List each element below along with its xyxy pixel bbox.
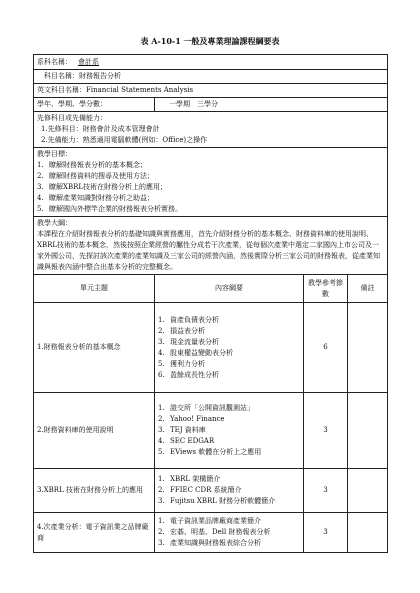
unit-hours: 3	[304, 513, 348, 553]
table-row	[34, 513, 388, 553]
unit-item: 2. Yahoo! Finance	[158, 415, 225, 423]
subject-en-row	[34, 84, 388, 98]
course-outline-table	[33, 54, 388, 553]
subject-cn-row	[34, 70, 388, 84]
unit-topic: 2.財務資料庫的使用說明	[34, 393, 155, 469]
unit-hours: 6	[304, 303, 348, 393]
unit-item: 1. 資產負債表分析	[158, 315, 219, 324]
goal-item	[37, 193, 384, 204]
unit-item: 1. 電子資訊業品牌廠商產業簡介	[158, 517, 261, 525]
unit-topic: 4.次產業分析：電子資訊業之品牌廠商	[34, 513, 155, 553]
goal-item	[37, 204, 384, 215]
table-header-row	[34, 275, 388, 303]
prereq-title: 先修科目或先備能力：	[37, 114, 107, 122]
header-remark: 備註	[348, 275, 388, 303]
document-title: 表 A-10-1 一般及專業理論課程綱要表	[140, 36, 280, 46]
goal-item	[37, 171, 384, 182]
unit-hours: 3	[304, 393, 348, 469]
unit-items	[158, 403, 300, 458]
unit-item: 5. EViews 軟體在分析上之應用	[158, 448, 262, 456]
unit-hours: 3	[304, 469, 348, 513]
outline-text: 本課程在介紹財務報表分析的基礎知識與實務應用，首先介紹財務分析的基本概念、財務資料庫的使用說明、XBRL技術的基本概念，然後按照企業經營的屬性分成若干次產業，從每個次產業中選定二家國內上市公司及一家外國公司，先探討該次產業的產業知識及三家公司的經營內涵，然後實際分析三家公司的財務報表，從產業知識與報表內涵中整合出基本分析的完整概念。	[37, 230, 380, 271]
table-row	[34, 393, 388, 469]
outline-title: 教學大綱：	[37, 219, 72, 227]
subject-cn-label: 科目名稱：	[44, 72, 79, 80]
subject-en-value: Financial Statements Analysis	[86, 86, 194, 94]
unit-item: 3. Fujitsu XBRL 財務分析軟體簡介	[158, 497, 276, 505]
unit-items	[158, 315, 300, 381]
goal-text: 瞭解國內外標竿企業的財務報表分析實務。	[49, 205, 182, 213]
goals-row	[34, 148, 388, 217]
unit-remark	[348, 513, 388, 553]
unit-remark	[348, 303, 388, 393]
unit-topic: 1.財務報表分析的基本概念	[34, 303, 155, 393]
table-row	[34, 303, 388, 393]
unit-item: 6. 盈餘成長性分析	[158, 370, 219, 379]
unit-item: 1. XBRL 架構簡介	[158, 475, 221, 483]
dept-row	[34, 55, 388, 70]
goal-text: 瞭解財務報表分析的基本概念；	[49, 161, 147, 169]
header-hours: 教學參考節數	[304, 275, 348, 303]
unit-item: 2. 宏碁、明基、Dell 財務報表分析	[158, 528, 271, 536]
prereq-row	[34, 112, 388, 148]
goal-text: 瞭解產業知識對財務分析之助益；	[49, 194, 154, 202]
unit-item: 3. 現金流量表分析	[158, 337, 219, 346]
goal-text: 瞭解XBRL技術在財務分析上的應用；	[49, 183, 168, 191]
prereq-item: 2.先備能力：熟悉通用電腦軟體(例如：Office)之操作	[41, 136, 208, 144]
goal-number: 2.	[37, 172, 44, 180]
header-unit: 單元主題	[34, 275, 155, 303]
goal-number: 3.	[37, 183, 44, 191]
unit-item: 5. 獲利力分析	[158, 359, 205, 368]
unit-item: 4. SEC EDGAR	[158, 437, 215, 445]
goals-list	[37, 160, 384, 215]
goal-item	[37, 160, 384, 171]
header-content: 內容綱要	[155, 275, 304, 303]
goal-item	[37, 182, 384, 193]
unit-items	[158, 474, 300, 507]
unit-item: 1. 證交所「公開資訊觀測站」	[158, 404, 254, 412]
term-label: 學年、學期、學分數：	[34, 98, 155, 112]
unit-item: 3. 產業知識與財務報表綜合分析	[158, 539, 261, 547]
prereq-item: 1.先修科目：財務會計及成本管理會計	[41, 125, 160, 133]
unit-remark	[348, 393, 388, 469]
goals-title: 教學目標：	[37, 150, 72, 158]
goal-number: 4.	[37, 194, 44, 202]
table-row	[34, 469, 388, 513]
term-row	[34, 98, 388, 112]
goal-number: 5.	[37, 205, 44, 213]
unit-item: 3. TEJ 資料庫	[158, 426, 206, 434]
unit-item: 4. 股東權益變動表分析	[158, 348, 233, 357]
unit-topic: 3.XBRL 技術在財務分析上的應用	[34, 469, 155, 513]
goal-text: 瞭解財務資料的搜尋及使用方法；	[49, 172, 154, 180]
unit-item: 2. 損益表分析	[158, 326, 205, 335]
dept-label: 系科名稱：	[37, 57, 72, 66]
subject-en-label: 英文科目名稱：	[37, 86, 86, 94]
unit-item: 2. FFIEC CDR 系統簡介	[158, 486, 242, 494]
dept-value: 會計系	[78, 57, 99, 66]
outline-row	[34, 217, 388, 275]
unit-remark	[348, 469, 388, 513]
subject-cn-value: 財務報告分析	[79, 72, 121, 80]
term-value: 一學期 三學分	[155, 98, 388, 112]
unit-items	[158, 516, 300, 549]
goal-number: 1.	[37, 161, 44, 169]
